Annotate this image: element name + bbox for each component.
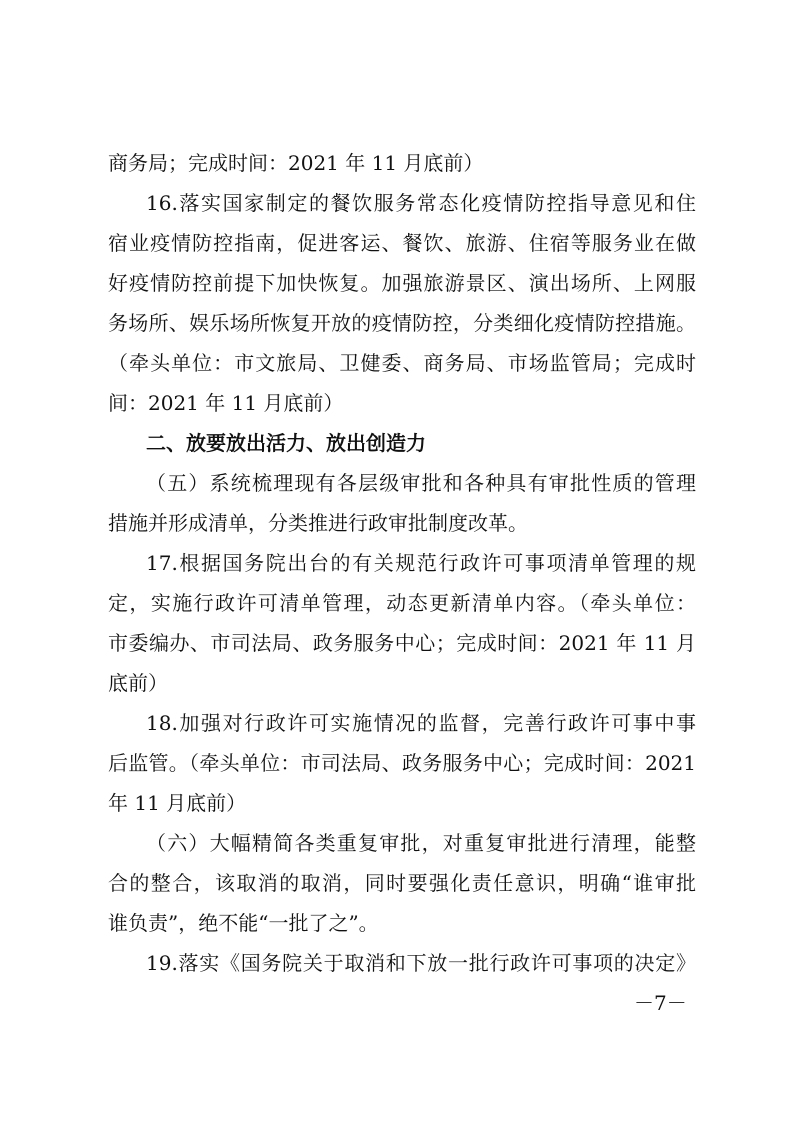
text-line-13: 市委编办、市司法局、政务服务中心；完成时间：2021 年 11 月 [108, 631, 696, 655]
text-line-7: 间：2021 年 11 月底前） [108, 391, 344, 415]
text-line-4: 好疫情防控前提下加快恢复。加强旅游景区、演出场所、上网服 [108, 271, 696, 295]
text-line-6: （牵头单位：市文旅局、卫健委、商务局、市场监管局；完成时 [108, 351, 696, 375]
text-line-5: 务场所、娱乐场所恢复开放的疫情防控，分类细化疫情防控措施。 [108, 311, 696, 335]
subsection-6-third-line: 谁负责”，绝不能“一批了之”。 [108, 911, 379, 935]
item-17-first-line: 17.根据国务院出台的有关规范行政许可事项清单管理的规 [146, 551, 696, 575]
text-line-14: 底前） [108, 671, 168, 695]
subsection-5-second-line: 措施并形成清单，分类推进行政审批制度改革。 [108, 511, 528, 535]
text-line-16: 后监管。（牵头单位：市司法局、政务服务中心；完成时间：2021 [108, 751, 696, 775]
text-line-1: 商务局；完成时间：2021 年 11 月底前） [108, 151, 484, 175]
section-heading-2: 二、放要放出活力、放出创造力 [146, 431, 426, 455]
text-line-12: 定，实施行政许可清单管理，动态更新清单内容。（牵头单位： [108, 591, 696, 615]
item-16-first-line: 16.落实国家制定的餐饮服务常态化疫情防控指导意见和住 [146, 191, 696, 215]
subsection-5-first-line: （五）系统梳理现有各层级审批和各种具有审批性质的管理 [146, 471, 696, 495]
text-line-17: 年 11 月底前） [108, 791, 247, 815]
page-number: －7－ [634, 991, 687, 1015]
item-19-first-line: 19.落实《国务院关于取消和下放一批行政许可事项的决定》 [146, 951, 696, 975]
subsection-6-second-line: 合的整合，该取消的取消，同时要强化责任意识，明确“谁审批 [108, 871, 696, 895]
subsection-6-first-line: （六）大幅精简各类重复审批，对重复审批进行清理，能整 [146, 831, 696, 855]
item-18-first-line: 18.加强对行政许可实施情况的监督，完善行政许可事中事 [146, 711, 696, 735]
text-line-3: 宿业疫情防控指南，促进客运、餐饮、旅游、住宿等服务业在做 [108, 231, 696, 255]
